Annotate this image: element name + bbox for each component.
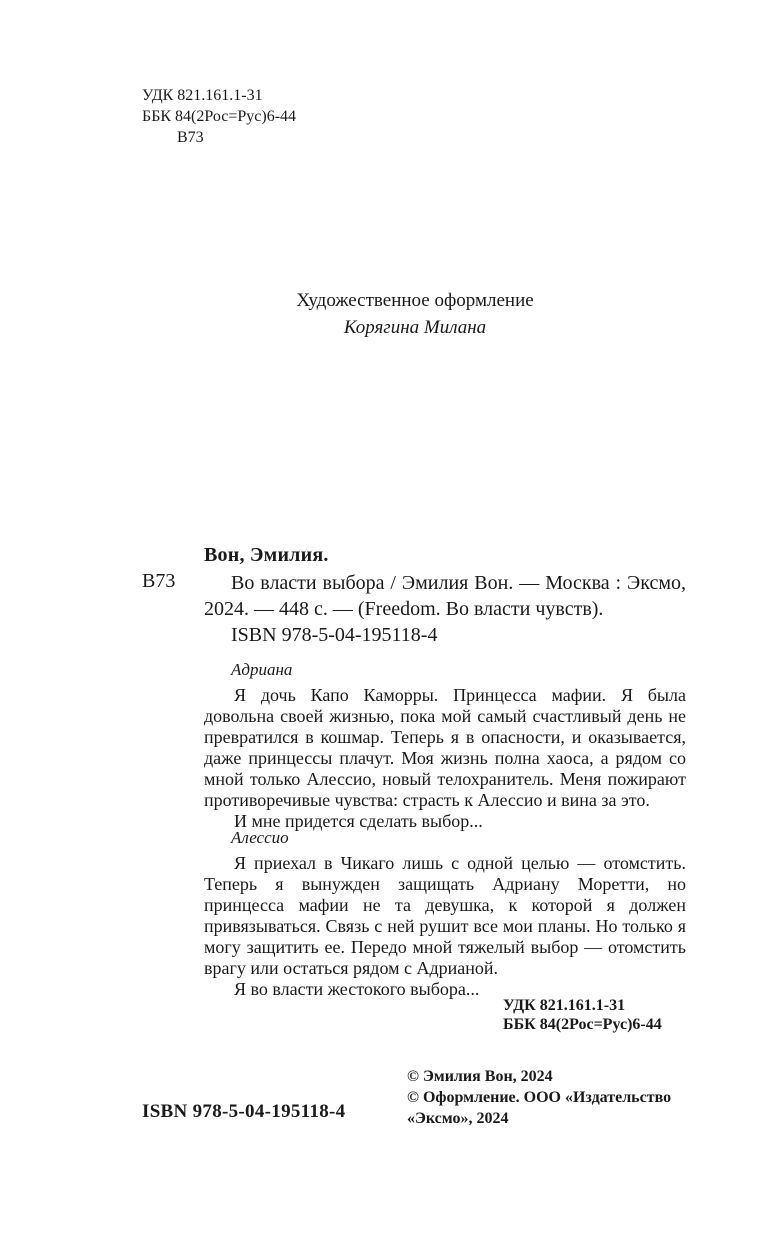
annotation-block-adriana bbox=[204, 685, 686, 832]
annotation-paragraph: Я приехал в Чикаго лишь с одной целью — отомстить. Теперь я вынужден защищать Адриану Моретти, но принцесса мафии не та девушка, к которой я должен привязываться. Связь с ней рушит все мои планы. Но только я могу защитить ее. Передо мной тяжелый выбор — отомстить врагу или остаться рядом с Адрианой. bbox=[204, 853, 686, 978]
annotation-paragraph: И мне придется сделать выбор... bbox=[234, 811, 483, 831]
record-isbn: ISBN 978-5-04-195118-4 bbox=[231, 624, 438, 646]
copyright-author: © Эмилия Вон, 2024 bbox=[407, 1068, 553, 1085]
annotation-paragraph: Я во власти жестокого выбора... bbox=[234, 979, 480, 999]
bbk-code-top: ББК 84(2Рос=Рус)6-44 bbox=[142, 108, 297, 125]
design-credit-label: Художественное оформление bbox=[296, 290, 534, 311]
udk-code-top: УДК 821.161.1-31 bbox=[142, 87, 263, 104]
author-sign: В73 bbox=[142, 570, 176, 592]
author-heading: Вон, Эмилия. bbox=[204, 544, 329, 566]
annotation-heading-adriana: Адриана bbox=[231, 660, 293, 679]
copyright-block bbox=[407, 1066, 697, 1129]
annotation-paragraph: Я дочь Капо Каморры. Принцесса мафии. Я была довольна своей жизнью, пока мой самый счастливый день не превратился в кошмар. Теперь я в опасности, и оказывается, даже принцессы плачут. Моя жизнь полна хаоса, а рядом со мной только Алессио, новый телохранитель. Меня пожирают противоречивые чувства: страсть к Алессио и вина за это. bbox=[204, 685, 686, 810]
udk-code-bottom: УДК 821.161.1-31 bbox=[503, 997, 626, 1014]
design-credit-name: Корягина Милана bbox=[343, 317, 487, 338]
bibliographic-description: Во власти выбора / Эмилия Вон. — Москва : Эксмо, 2024. — 448 с. — (Freedom. Во власти чувств). bbox=[204, 572, 686, 620]
annotation-block-alessio bbox=[204, 853, 686, 1000]
author-sign-top: В73 bbox=[177, 129, 204, 146]
isbn-bottom: ISBN 978-5-04-195118-4 bbox=[142, 1101, 346, 1122]
bbk-code-bottom: ББК 84(2Рос=Рус)6-44 bbox=[503, 1016, 662, 1033]
annotation-heading-alessio: Алессио bbox=[231, 828, 289, 847]
copyright-publisher: © Оформление. ООО «Издательство «Эксмо», 2024 bbox=[407, 1089, 672, 1127]
